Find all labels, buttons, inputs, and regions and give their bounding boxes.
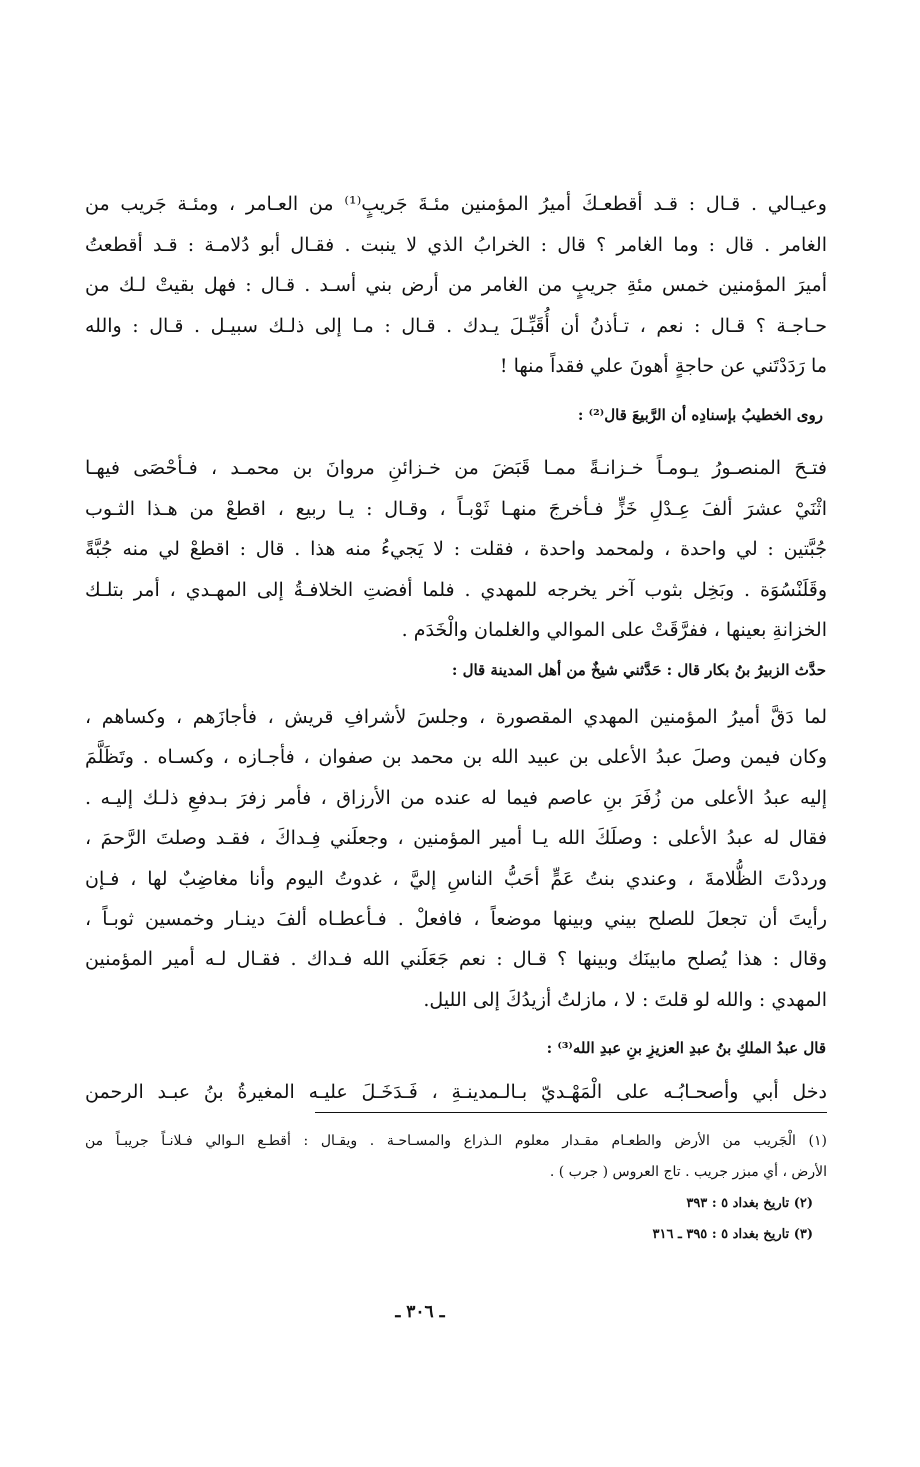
paragraph-line: ورددْتَ الظُّلامةَ ، وعندي بنتُ عَمٍّ أحَبُّ الناسِ إليَّ ، غدوتُ اليوم وأنا مغاضِبٌ لها ، فـإن xyxy=(85,867,827,890)
footnote-1-line-2: الأرض ، أي مبزر جريب . تاج العروس ( جرب ) . xyxy=(549,1164,827,1180)
footnotes xyxy=(85,1126,827,1250)
paragraph-line: وعيـالي . قـال : قـد أقطعـكَ أميرُ المؤمنين مئـةَ جَريبٍ⁽¹⁾ من العـامر ، ومئـة جَريب من xyxy=(85,193,827,215)
section-heading-1: روى الخطيبُ بإسنادِه أن الرَّبيعَ قال⁽²⁾ : xyxy=(577,406,823,424)
paragraph-line: ما رَدَدْتَني عن حاجةٍ أهونَ علي فقداً منها ! xyxy=(499,355,827,377)
paragraph-line: الغامر . قال : وما الغامر ؟ قال : الخرابُ الذي لا ينبت . فقـال أبو دُلامـة : قـد أقطعتُ xyxy=(85,233,827,256)
paragraph-line: وكان فيمن وصلَ عبدُ الأعلى بن عبيد الله بن محمد بن صفوان ، فأجـازه ، وكسـاه . وتَظَلَّمَ xyxy=(85,746,827,769)
paragraph-line: اثْنَيْ عشرَ ألفَ عِـدْلِ خَزٍّ فـأخرجَ منهـا ثَوْبـاً ، وقـال : يـا ربيع ، اقطعْ من هـذا الثـوب xyxy=(85,497,827,520)
paragraph-line: وقَلَنْسُوَة . وبَخِل بثوب آخر يخرجه للمهدي . فلما أفضتِ الخلافـةُ إلى المهـدي ، أمر بتلـك xyxy=(85,578,827,601)
paragraph-line: لما دَقَّ أميرُ المؤمنين المهدي المقصورة ، وجلسَ لأشرافِ قريش ، فأجازَهم ، وكساهم ، xyxy=(85,706,827,728)
paragraph-3 xyxy=(85,697,827,1020)
footnote-1-line-1: (١) الْجَريب من الأرض والطعـام مقـدار معلوم الـذراع والمسـاحـة . ويقـال : أقطـع الـوالي فـلانـاً جريبـاً من xyxy=(85,1133,827,1149)
paragraph-line: دخل أبي وأصحـابُـه على الْمَهْـديّ بـالـمدينـةِ ، فَـدَخَـلَ عليـه المغيرةُ بنُ عبـد الرحمن xyxy=(85,1081,827,1103)
footnote-3: (٣) تاريخ بغداد ٥ : ٣٩٥ ـ ٣١٦ xyxy=(652,1227,813,1242)
paragraph-line: فتـحَ المنصـورُ يـومـاً خـزانـةً ممـا قَبَضَ من خـزائنِ مروانَ بن محمـد ، فـأحْصَى فيهـا xyxy=(85,457,827,479)
paragraph-line: فقال له عبدُ الأعلى : وصلَكَ الله يـا أمير المؤمنين ، وجعلَني فِـداكَ ، فقـد وصلتَ الرَّحمَ ، xyxy=(85,827,827,850)
paragraph-1 xyxy=(85,184,827,387)
paragraph-line: المهدي : والله لو قلتَ : لا ، مازلتُ أزيدُكَ إلى الليل. xyxy=(423,988,827,1011)
paragraph-line: وقال : هذا يُصلح مابينَك وبينها ؟ قـال : نعم جَعَلَني الله فـداك . فقـال لـه أمير المؤمنين xyxy=(85,948,827,971)
section-heading-3: قال عبدُ الملكِ بنُ عبدِ العزيزِ بنِ عبدِ الله⁽³⁾ : xyxy=(546,1039,826,1057)
paragraph-line: حـاجـة ؟ قـال : نعم ، تـأذنُ أن أُقَبِّـلَ يـدك . قـال : مـا إلى ذلـك سبيـل . قـال : والله xyxy=(85,314,827,337)
paragraph-line: رأيتَ أن تجعلَ للصلح بيني وبينها موضعاً ، فافعلْ . فـأعطـاه ألفَ دينـار وخمسين ثوبـاً ، xyxy=(85,908,827,931)
section-heading-2: حدَّث الزبيرُ بنُ بكار قال : حَدَّثني شيخٌ من أهل المدينة قال : xyxy=(451,661,826,679)
paragraph-line: أميرَ المؤمنين خمس مئةِ جريبٍ من الغامر من أرض بني أسـد . قـال : فهل بقيتْ لـك من xyxy=(85,274,827,296)
paragraph-2 xyxy=(85,448,827,651)
footnote-2: (٢) تاريخ بغداد ٥ : ٣٩٣ xyxy=(686,1196,813,1211)
page-number: ـ ٣٠٦ ـ xyxy=(395,1302,445,1322)
paragraph-line: جُبَّتين : لي واحدة ، ولمحمد واحدة ، فقلت : لا يَجيءُ منه هذا . قال : اقطعْ لي منه جُبَّةً xyxy=(85,538,827,560)
footnote-divider xyxy=(315,1112,827,1113)
paragraph-line: الخزانةِ بعينها ، ففرَّقَتْ على الموالي والغلمان والْخَدَم . xyxy=(401,619,827,641)
paragraph-4 xyxy=(85,1072,827,1112)
paragraph-line: إليه عبدُ الأعلى من زُفَرَ بنِ عاصم فيما له عنده من الأرزاق ، فأمر زفرَ بـدفعِ ذلـك إليـه . xyxy=(85,786,827,809)
